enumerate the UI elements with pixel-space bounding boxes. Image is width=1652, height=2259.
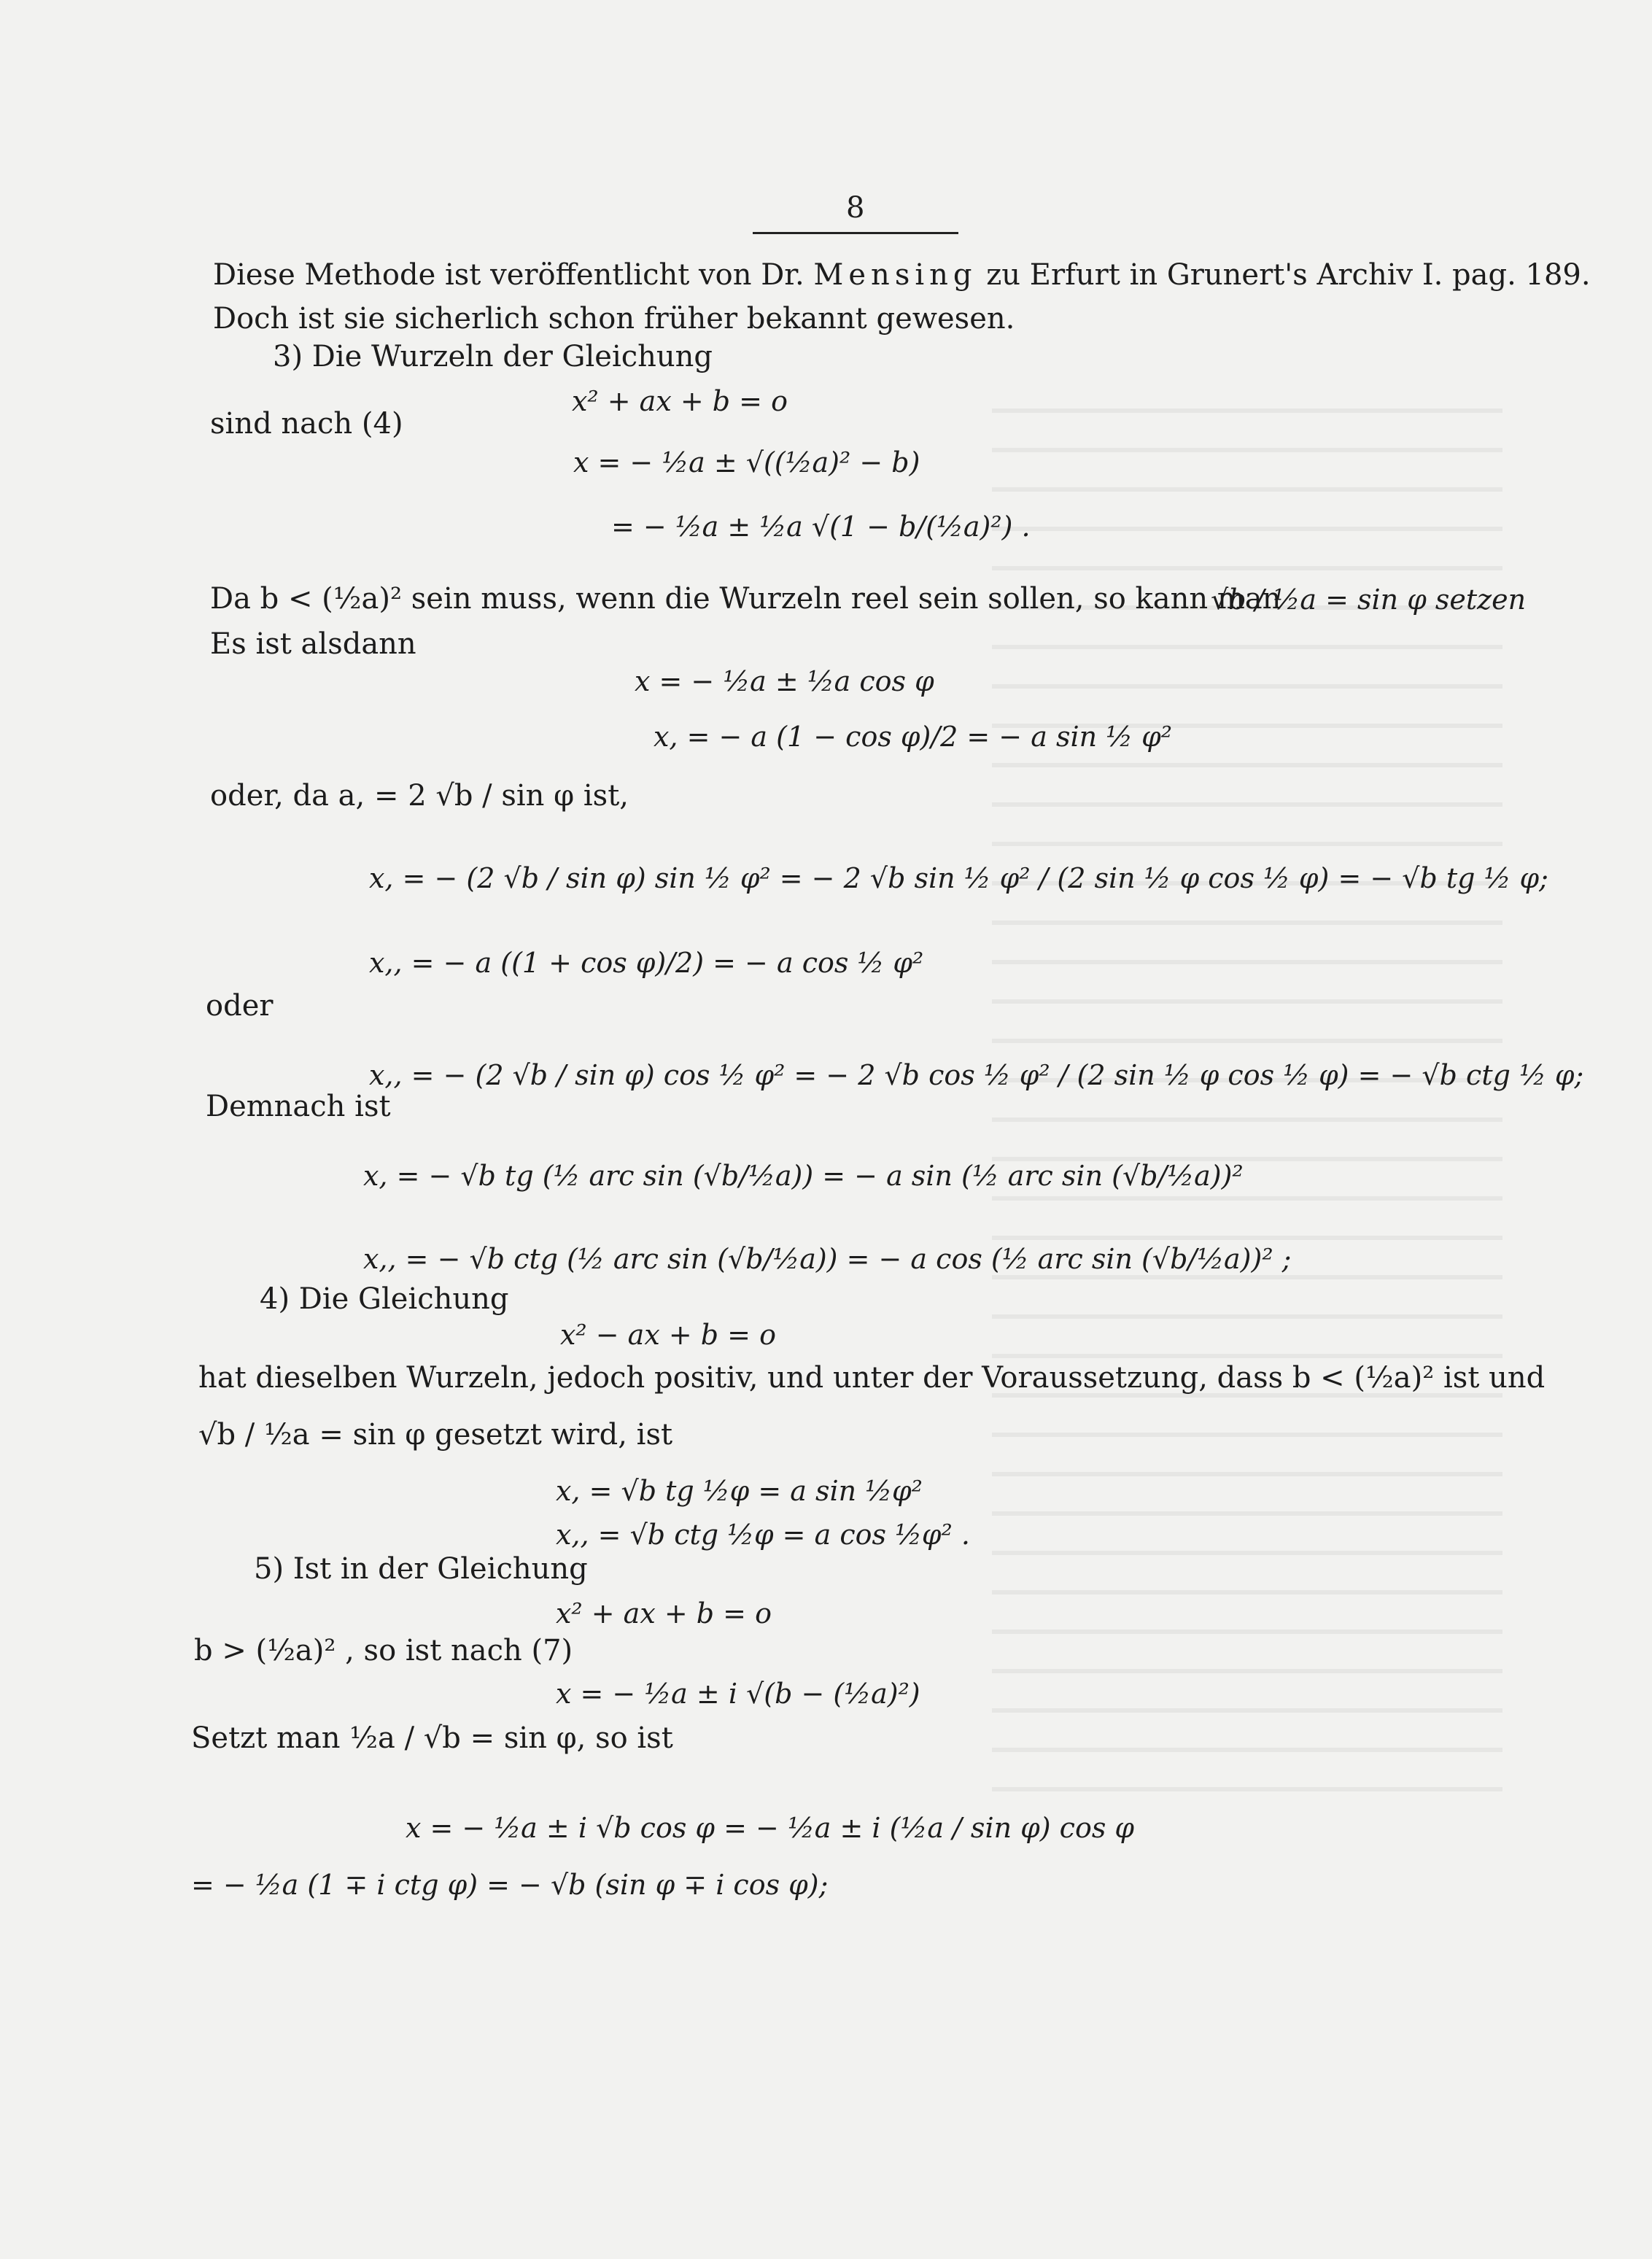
s3-equation-x: x = − ½a ± ½a cos φ: [635, 665, 934, 697]
paragraph-1-line-1: [213, 258, 1591, 292]
s3-oder: oder: [206, 989, 274, 1023]
s3-equation-x2: x,, = − a ((1 + cos φ)/2) = − a cos ½ φ²: [369, 947, 924, 979]
line-1-end: zu Erfurt in Grunert's Archiv I. pag. 189.: [986, 258, 1591, 292]
s3-es-ist-alsdann: Es ist alsdann: [210, 627, 416, 661]
s5-equation-2: = − ½a (1 ∓ i ctg φ) = − √b (sin φ ∓ i cos φ);: [191, 1869, 829, 1901]
section-4-heading: 4) Die Gleichung: [260, 1282, 509, 1316]
s3-condition-text: Da b < (½a)² sein muss, wenn die Wurzeln reel sein sollen, so kann man: [210, 582, 1281, 616]
s4-equation-2: x,, = √b ctg ½φ = a cos ½φ² .: [556, 1519, 970, 1551]
s5-equation-root: x = − ½a ± i √(b − (½a)²): [556, 1678, 920, 1710]
s3-equation-x1: x, = − a (1 − cos φ)/2 = − a sin ½ φ²: [654, 721, 1172, 753]
s5-setzt-man: Setzt man ½a / √b = sin φ, so ist: [191, 1721, 673, 1755]
s3-equation-x1-b: x, = − (2 √b / sin φ) sin ½ φ² = − 2 √b sin ½ φ² / (2 sin ½ φ cos ½ φ) = − √b tg ½ φ;: [369, 862, 1548, 894]
s4-text-line-1: hat dieselben Wurzeln, jedoch positiv, und unter der Voraussetzung, dass b < (½a)² ist und: [198, 1361, 1546, 1395]
s3-equation-d1: x, = − √b tg (½ arc sin (√b/½a)) = − a sin (½ arc sin (√b/½a))²: [363, 1160, 1244, 1192]
page-number: 8: [846, 191, 865, 225]
line-1-start: Diese Methode ist veröffentlicht von Dr.: [213, 258, 804, 292]
s4-equation-main: x² − ax + b = o: [560, 1319, 776, 1351]
s5-equation-1: x = − ½a ± i √b cos φ = − ½a ± i (½a / sin φ) cos φ: [406, 1812, 1135, 1844]
paragraph-1-line-2: Doch ist sie sicherlich schon früher bekannt gewesen.: [213, 302, 1015, 336]
s3-demnach-ist: Demnach ist: [206, 1090, 391, 1123]
s4-equation-1: x, = √b tg ½φ = a sin ½φ²: [556, 1475, 923, 1507]
section-3-heading: 3) Die Wurzeln der Gleichung: [273, 340, 713, 373]
section-5-heading: 5) Ist in der Gleichung: [254, 1552, 588, 1586]
s3-equation-d2: x,, = − √b ctg (½ arc sin (√b/½a)) = − a cos (½ arc sin (√b/½a))² ;: [363, 1243, 1292, 1275]
s5-text-line-1: b > (½a)² , so ist nach (7): [194, 1634, 573, 1667]
s3-sind-nach: sind nach (4): [210, 407, 403, 441]
s5-equation-main: x² + ax + b = o: [556, 1597, 772, 1630]
s3-equation-root-1: x = − ½a ± √((½a)² − b): [573, 446, 920, 478]
s3-equation-x2-b: x,, = − (2 √b / sin φ) cos ½ φ² = − 2 √b cos ½ φ² / (2 sin ½ φ cos ½ φ) = − √b ctg ½ φ;: [369, 1059, 1584, 1091]
header-rule: [753, 232, 958, 234]
s3-oder-da: oder, da a, = 2 √b / sin φ ist,: [210, 779, 629, 813]
s4-text-line-2: √b / ½a = sin φ gesetzt wird, ist: [198, 1418, 673, 1452]
s3-condition-formula: √b / ½a = sin φ setzen: [1211, 584, 1527, 616]
s3-equation-main: x² + ax + b = o: [572, 385, 788, 417]
s3-equation-root-2: = − ½a ± ½a √(1 − b/(½a)²) .: [611, 511, 1031, 543]
author-name: Mensing: [813, 258, 977, 292]
